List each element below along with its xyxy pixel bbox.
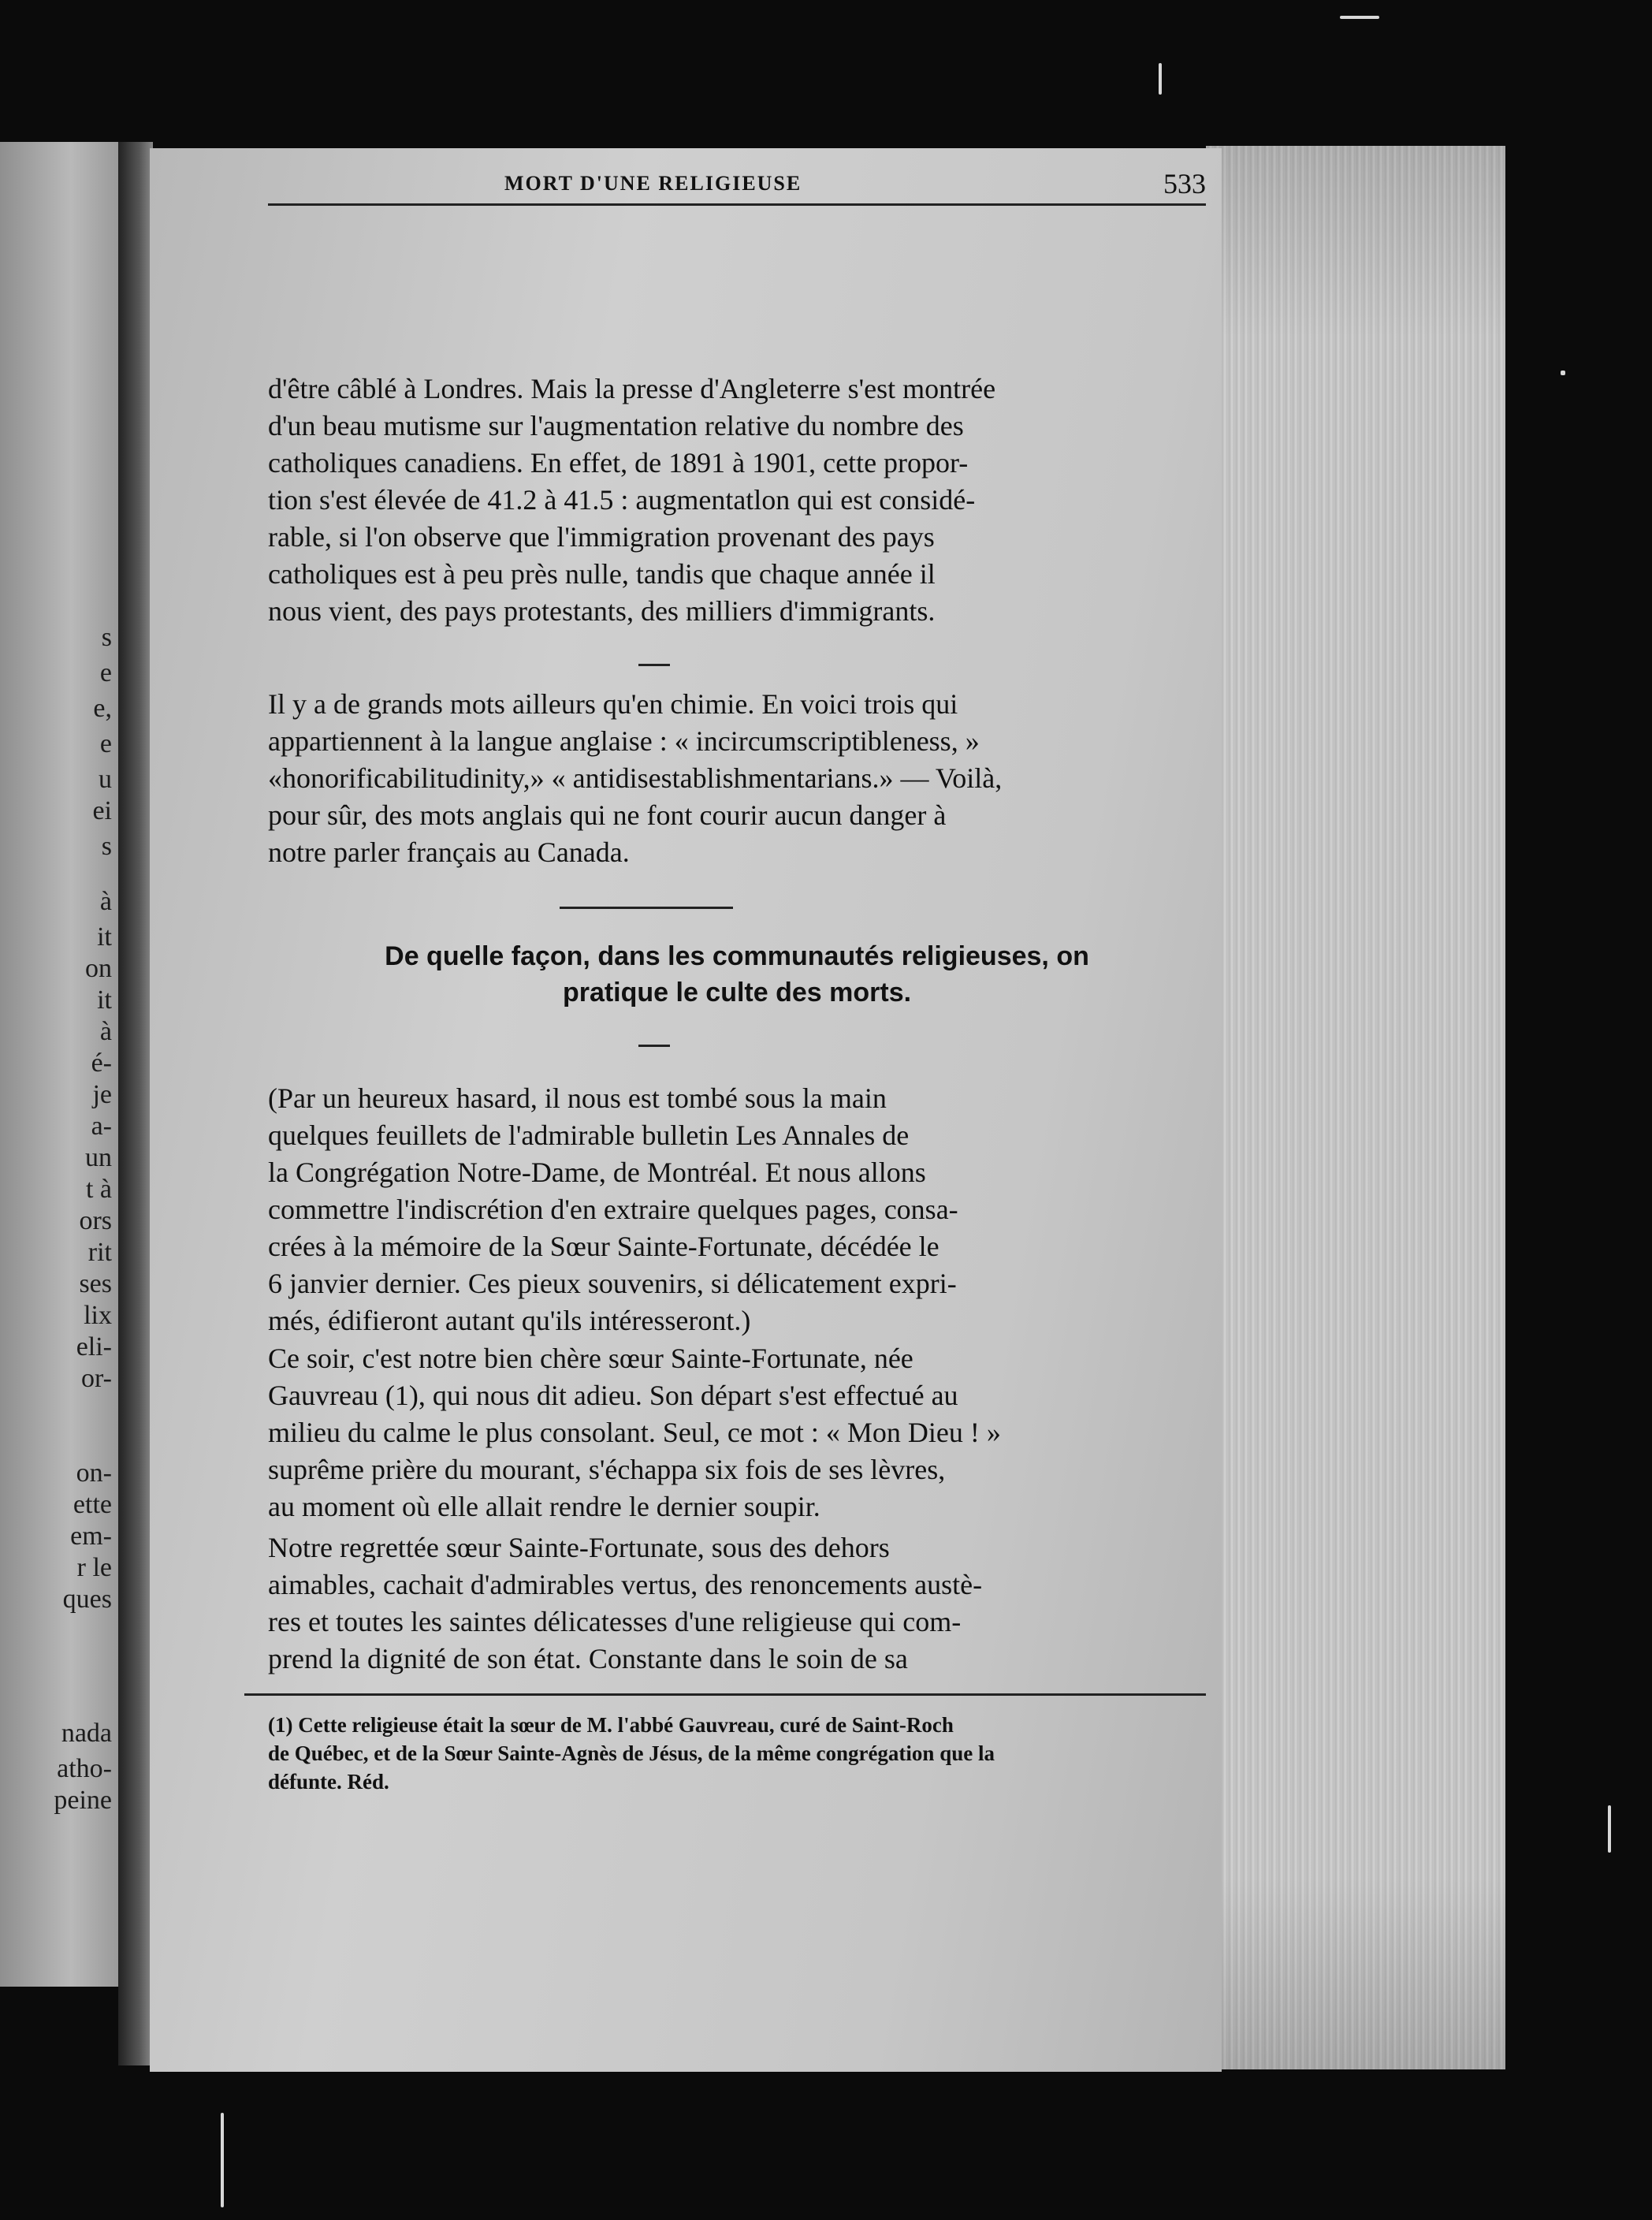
facing-page-fragment: ques: [62, 1585, 112, 1614]
dust-speck: [221, 2113, 224, 2207]
intro-note-line: quelques feuillets de l'admirable bulletin Les Annales de: [268, 1119, 910, 1151]
facing-page-fragment: ette: [73, 1490, 112, 1519]
footnote-rule: [244, 1693, 1206, 1696]
paragraph-4-line: aimables, cachait d'admirables vertus, des renoncements austè-: [268, 1569, 983, 1600]
heading-line-2: pratique le culte des morts.: [562, 978, 912, 1008]
paragraph-3-line: Ce soir, c'est notre bien chère sœur Sainte-Fortunate, née: [268, 1343, 913, 1374]
facing-page-fragment: ei: [92, 796, 112, 825]
facing-page-fragment: à: [99, 1017, 112, 1046]
facing-page-fragment: ses: [79, 1269, 112, 1298]
paragraph-1-line: nous vient, des pays protestants, des milliers d'immigrants.: [268, 595, 936, 627]
paragraph-1-line: rable, si l'on observe que l'immigration provenant des pays: [268, 521, 935, 553]
intro-note-line: commettre l'indiscrétion d'en extraire quelques pages, consa-: [268, 1194, 958, 1225]
intro-note-line: més, édifieront autant qu'ils intéresseront.): [268, 1305, 751, 1336]
dust-speck: [1608, 1805, 1611, 1853]
dust-speck: [1561, 371, 1565, 375]
facing-page-fragment: rit: [87, 1238, 112, 1267]
facing-page-fragment: on: [85, 954, 112, 983]
paragraph-1-line: catholiques canadiens. En effet, de 1891 à 1901, cette propor-: [268, 447, 969, 479]
facing-page-fragment: s: [101, 623, 112, 652]
paragraph-4-line: Notre regrettée sœur Sainte-Fortunate, sous des dehors: [268, 1532, 890, 1563]
dust-speck: [1340, 16, 1379, 19]
facing-page-fragment: à: [99, 887, 112, 916]
paragraph-1: [268, 371, 1206, 630]
paragraph-3-line: au moment où elle allait rendre le dernier soupir.: [268, 1491, 820, 1522]
paragraph-4-line: res et toutes les saintes délicatesses d'une religieuse qui com-: [268, 1606, 962, 1637]
paragraph-3-line: suprême prière du mourant, s'échappa six fois de ses lèvres,: [268, 1454, 946, 1485]
facing-page-fragment: nada: [61, 1719, 112, 1748]
dust-speck: [1159, 63, 1162, 95]
running-head: [268, 168, 1206, 206]
facing-page-fragment: e,: [93, 694, 112, 723]
paragraph-1-line: d'être câblé à Londres. Mais la presse d'Angleterre s'est montrée: [268, 373, 996, 404]
paragraph-1-line: catholiques est à peu près nulle, tandis que chaque année il: [268, 558, 936, 590]
section-heading: [268, 938, 1206, 1011]
paragraph-1-line: tion s'est élevée de 41.2 à 41.5 : augmentatlon qui est considé-: [268, 484, 976, 516]
facing-page-fragment: e: [99, 658, 112, 687]
section-rule: [560, 907, 733, 909]
facing-page-fragment: je: [92, 1080, 112, 1109]
facing-page-fragment: s: [101, 832, 112, 861]
paragraph-2: [268, 686, 1206, 871]
paragraph-2-line: Il y a de grands mots ailleurs qu'en chimie. En voici trois qui: [268, 688, 958, 720]
facing-page-fragment: atho-: [57, 1754, 112, 1783]
facing-page-fragment: é-: [91, 1049, 112, 1078]
facing-page-fragment: ors: [79, 1206, 112, 1235]
paragraph-4-line: prend la dignité de son état. Constante dans le soin de sa: [268, 1643, 908, 1674]
running-title: MORT D'UNE RELIGIEUSE: [504, 172, 802, 195]
paragraph-4: [268, 1529, 1206, 1678]
intro-note-line: 6 janvier dernier. Ces pieux souvenirs, si délicatement expri-: [268, 1268, 957, 1299]
facing-page-fragment: it: [97, 985, 112, 1015]
facing-page-fragment: lix: [84, 1301, 112, 1330]
separator-dash: [638, 664, 670, 666]
book-gutter: [118, 142, 153, 2065]
facing-page-fragment: un: [85, 1143, 112, 1172]
paragraph-2-line: notre parler français au Canada.: [268, 836, 630, 868]
facing-page-fragment: u: [99, 765, 112, 794]
paragraph-3: [268, 1340, 1206, 1525]
paragraph-2-line: appartiennent à la langue anglaise : « incircumscriptibleness, »: [268, 725, 980, 757]
facing-page-edge: [0, 142, 118, 1987]
facing-page-fragment: peine: [54, 1786, 112, 1815]
facing-page-fragment: or-: [81, 1364, 112, 1393]
facing-page-fragment: t à: [85, 1175, 112, 1204]
facing-page-fragment: it: [97, 922, 112, 952]
facing-page-fragment: r le: [76, 1553, 112, 1582]
facing-page-fragment: a-: [91, 1112, 112, 1141]
heading-line-1: De quelle façon, dans les communautés religieuses, on: [385, 941, 1089, 971]
facing-page-fragment: on-: [76, 1458, 112, 1488]
paragraph-1-line: d'un beau mutisme sur l'augmentation relative du nombre des: [268, 410, 964, 441]
page-edges: [1206, 146, 1505, 2069]
paragraph-2-line: pour sûr, des mots anglais qui ne font courir aucun danger à: [268, 799, 947, 831]
footnote-line: défunte. Réd.: [268, 1770, 389, 1794]
footnote: [268, 1711, 1206, 1796]
facing-page-fragment: e: [99, 729, 112, 758]
footnote-line: de Québec, et de la Sœur Sainte-Agnès de Jésus, de la même congrégation que la: [268, 1741, 995, 1765]
separator-dash: [638, 1045, 670, 1047]
paragraph-3-line: milieu du calme le plus consolant. Seul, ce mot : « Mon Dieu ! »: [268, 1417, 1001, 1448]
page-number: 533: [1163, 168, 1206, 199]
intro-note-line: (Par un heureux hasard, il nous est tombé sous la main: [268, 1082, 887, 1114]
intro-note-line: la Congrégation Notre-Dame, de Montréal. Et nous allons: [268, 1157, 926, 1188]
paragraph-2-line: «honorificabilitudinity,» « antidisestablishmentarians.» — Voilà,: [268, 762, 1003, 794]
paragraph-3-line: Gauvreau (1), qui nous dit adieu. Son départ s'est effectué au: [268, 1380, 958, 1411]
facing-page-fragment: eli-: [76, 1332, 112, 1361]
intro-note: [268, 1080, 1206, 1339]
intro-note-line: crées à la mémoire de la Sœur Sainte-Fortunate, décédée le: [268, 1231, 939, 1262]
facing-page-fragment: em-: [70, 1522, 112, 1551]
footnote-line: (1) Cette religieuse était la sœur de M. l'abbé Gauvreau, curé de Saint-Roch: [268, 1713, 954, 1737]
